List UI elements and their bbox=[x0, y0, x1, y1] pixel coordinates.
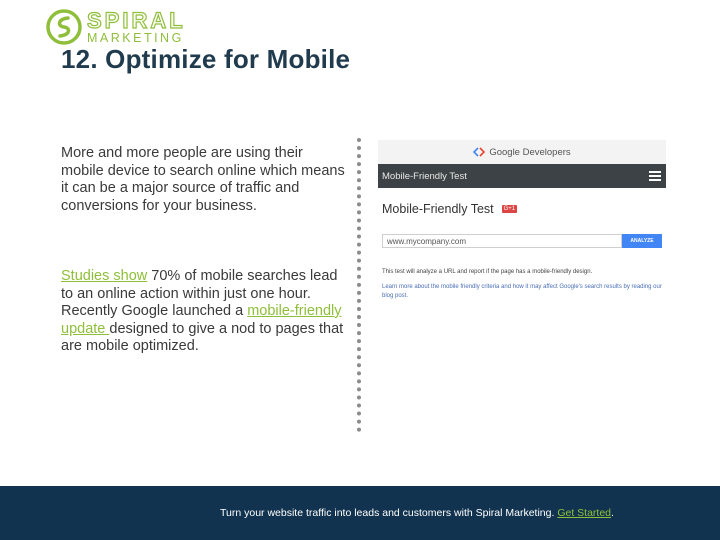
test-description: This test will analyze a URL and report if the page has a mobile-friendly design. bbox=[382, 269, 593, 275]
footer-tagline bbox=[220, 507, 614, 519]
mobile-friendly-update-link[interactable]: mobile-friendly update bbox=[61, 303, 342, 337]
logo-word-marketing: MARKETING bbox=[87, 30, 184, 45]
footer-period: . bbox=[611, 507, 614, 519]
stats-text-end: designed to give a nod to pages that are mobile optimized. bbox=[61, 320, 344, 354]
learn-more-text: Learn more about the mobile friendly criteria and how it may affect Google's search results by reading our blog post. bbox=[382, 284, 662, 299]
hamburger-menu-icon bbox=[649, 171, 661, 181]
dotted-divider bbox=[357, 138, 361, 432]
test-heading-row bbox=[382, 202, 666, 216]
nav-bar bbox=[378, 164, 666, 188]
intro-paragraph: More and more people are using their mobile device to search online which means it can be a major source of traffic and conversions for your business. bbox=[61, 145, 345, 214]
spiral-logo-icon bbox=[46, 9, 82, 45]
get-started-link[interactable]: Get Started bbox=[557, 507, 612, 519]
mobile-friendly-test-screenshot bbox=[378, 140, 666, 320]
gplus-badge: G+1 bbox=[503, 206, 516, 212]
nav-title: Mobile-Friendly Test bbox=[382, 170, 467, 182]
stats-paragraph bbox=[61, 268, 346, 356]
studies-show-link[interactable]: Studies show bbox=[61, 268, 148, 284]
brand-name: Google Developers bbox=[489, 146, 571, 158]
google-developers-icon bbox=[473, 146, 485, 158]
analyze-button: ANALYZE bbox=[622, 234, 662, 248]
spiral-marketing-logo[interactable] bbox=[46, 9, 186, 45]
stats-text: 70% of mobile searches lead to an online action within just one hour. Recently Google launched a bbox=[61, 268, 338, 319]
logo-word-spiral: SPIRAL bbox=[87, 7, 186, 33]
slide-title: 12. Optimize for Mobile bbox=[61, 44, 351, 74]
test-heading: Mobile-Friendly Test bbox=[382, 202, 494, 216]
url-input: www.mycompany.com bbox=[382, 234, 622, 248]
url-row bbox=[382, 234, 666, 248]
footer-message: Turn your website traffic into leads and customers with Spiral Marketing. bbox=[220, 507, 558, 519]
google-developers-bar bbox=[378, 140, 666, 164]
